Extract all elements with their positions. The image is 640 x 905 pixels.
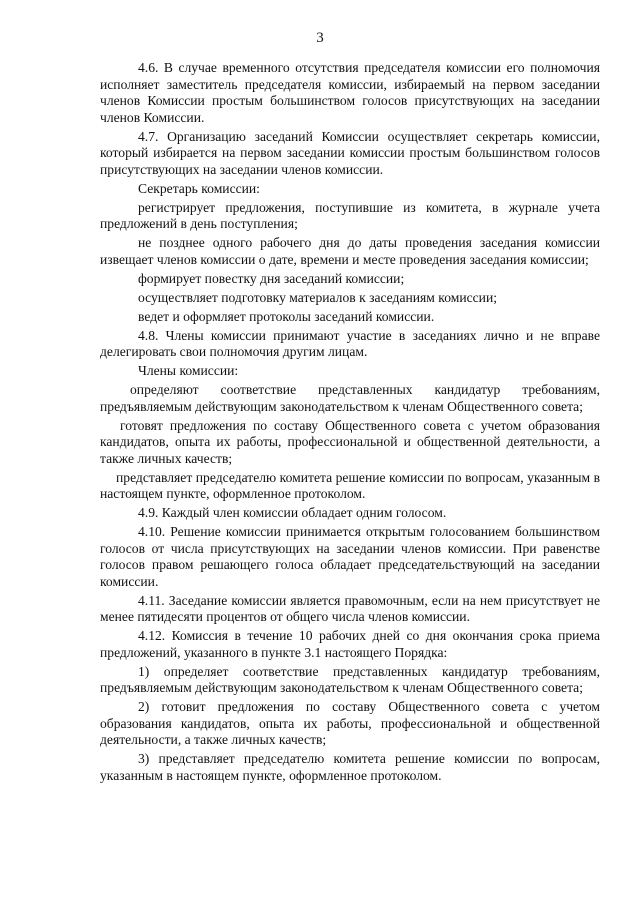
paragraph-4-6: 4.6. В случае временного отсутствия председателя комиссии его полномочия исполняет заместитель председателя комиссии, избираемый на первом заседании членов Комиссии простым большинством голосов присутствующих на заседании членов Комиссии.	[100, 60, 600, 125]
item-3: 3) представляет председателю комитета решение комиссии по вопросам, указанным в настоящем пункте, оформленное протоколом.	[100, 751, 600, 783]
item-2: 2) готовит предложения по составу Общественного совета с учетом образования кандидатов, опыта их работы, профессиональной и общественной деятельности, а также личных качеств;	[100, 699, 600, 747]
item-1: 1) определяет соответствие представленных кандидатур требованиям, предъявляемым действующим законодательством к членам Общественного совета;	[100, 663, 600, 695]
members-duty-determine: определяют соответствие представленных кандидатур требованиям, предъявляемым действующим законодательством к членам Общественного совета;	[100, 382, 600, 414]
document-body	[100, 60, 600, 787]
secretary-duty-protocols: ведет и оформляет протоколы заседаний комиссии.	[138, 308, 435, 324]
secretary-duty-materials: осуществляет подготовку материалов к заседаниям комиссии;	[138, 289, 498, 305]
paragraph-4-11: 4.11. Заседание комиссии является правомочным, если на нем присутствует не менее пятидесяти процентов от общего числа членов комиссии.	[100, 592, 600, 624]
paragraph-4-7: 4.7. Организацию заседаний Комиссии осуществляет секретарь комиссии, который избирается на первом заседании комиссии простым большинством голосов присутствующих на заседании членов комиссии.	[100, 128, 600, 177]
secretary-heading: Секретарь комиссии:	[138, 180, 260, 196]
paragraph-4-8: 4.8. Члены комиссии принимают участие в заседаниях лично и не вправе делегировать свои полномочия другим лицам.	[100, 327, 600, 359]
paragraph-4-12: 4.12. Комиссия в течение 10 рабочих дней со дня окончания срока приема предложений, указанного в пункте 3.1 настоящего Порядка:	[100, 628, 600, 660]
paragraph-4-9: 4.9. Каждый член комиссии обладает одним голосом.	[138, 505, 447, 520]
secretary-duty-register: регистрирует предложения, поступившие из комитета, в журнале учета предложений в день поступления;	[100, 199, 600, 231]
page-number: 3	[316, 30, 324, 46]
members-duty-prepare: готовят предложения по составу Общественного совета с учетом образования кандидатов, опыта их работы, профессиональной и общественной деятельности, а также личных качеств;	[100, 417, 600, 466]
secretary-duty-notify: не позднее одного рабочего дня до даты проведения заседания комиссии извещает членов комиссии о дате, времени и месте проведения заседания комиссии;	[100, 235, 600, 267]
secretary-duty-agenda: формирует повестку дня заседаний комиссии;	[138, 270, 405, 286]
paragraph-4-10: 4.10. Решение комиссии принимается открытым голосованием большинством голосов от числа присутствующих на заседании членов комиссии. При равенстве голосов правом решающего голоса обладает председательствующий на заседании комиссии.	[100, 524, 600, 589]
members-heading: Члены комиссии:	[138, 363, 239, 378]
members-duty-submit: представляет председателю комитета решение комиссии по вопросам, указанным в настоящем пункте, оформленное протоколом.	[100, 469, 600, 501]
